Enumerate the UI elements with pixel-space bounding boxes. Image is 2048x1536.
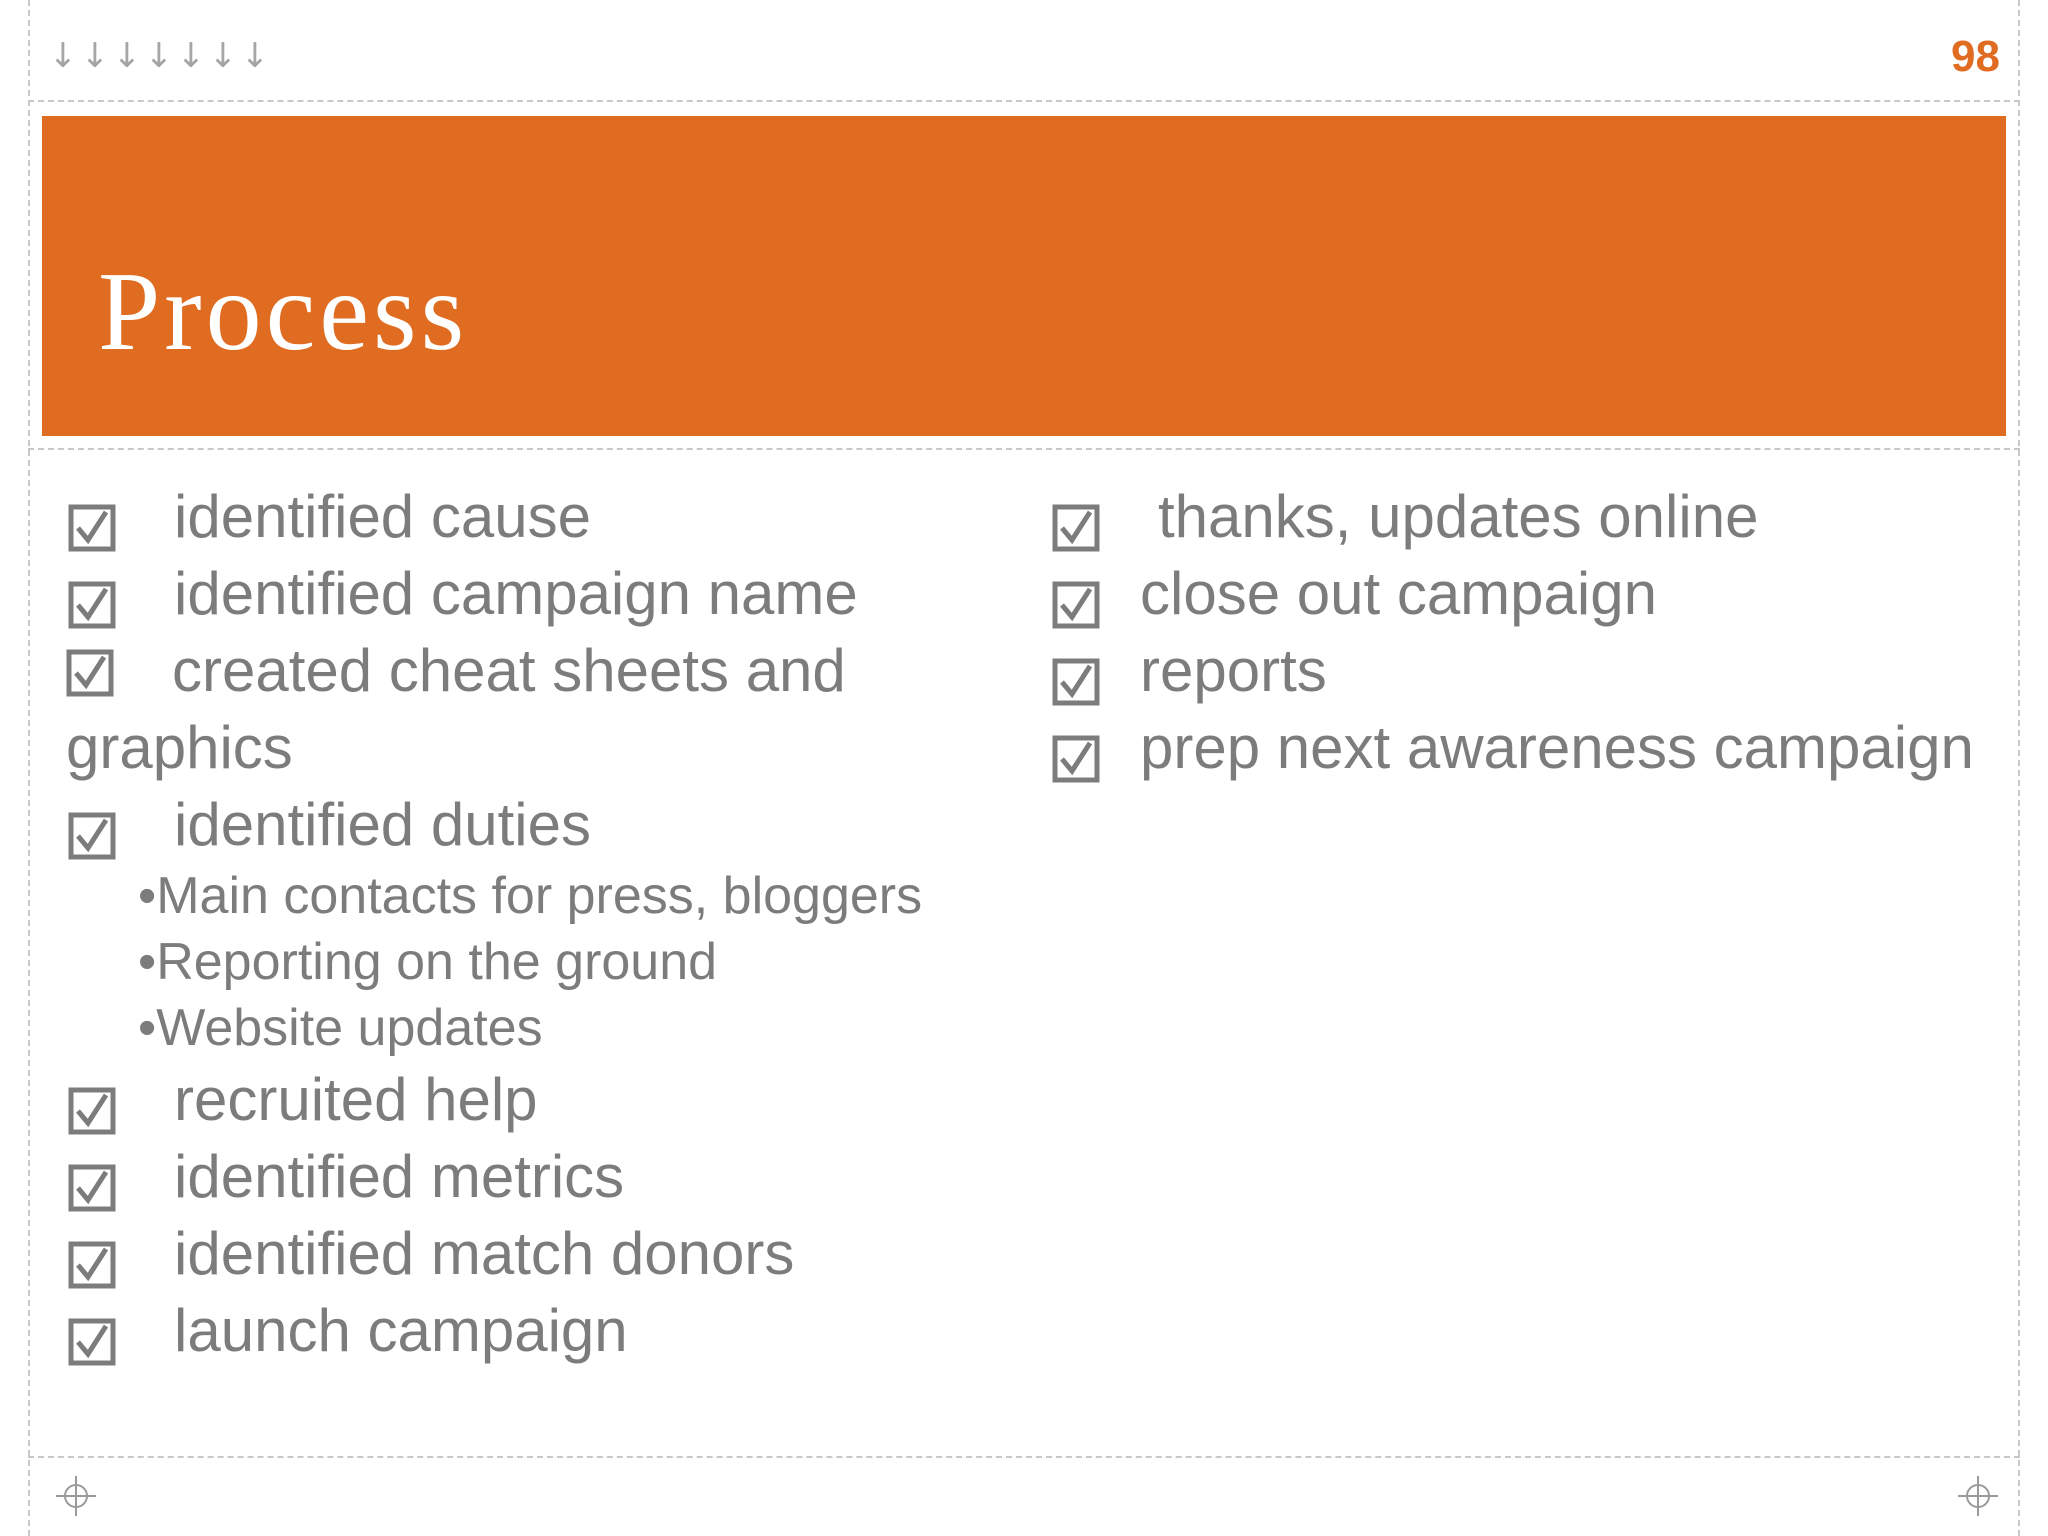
checklist-item-label: close out campaign: [1140, 560, 1657, 627]
slide-title: Process: [98, 250, 469, 374]
down-arrow-icon[interactable]: ↓: [80, 36, 110, 76]
checkbox-checked-icon[interactable]: [68, 1307, 116, 1355]
crosshair-icon: [1956, 1474, 2000, 1518]
checklist-item: [68, 786, 1008, 863]
checklist-item: [1052, 632, 2012, 709]
checklist-item: [68, 1061, 1008, 1138]
checklist-item-label: identified metrics: [174, 1143, 625, 1210]
left-checklist: [68, 478, 1008, 1369]
duty-subitem: •Reporting on the ground: [138, 933, 718, 991]
checklist-item-label: prep next awareness campaign: [1140, 714, 1974, 781]
crosshair-icon: [54, 1474, 98, 1518]
checklist-item-label: identified match donors: [174, 1220, 795, 1287]
checkbox-checked-icon[interactable]: [68, 1230, 116, 1278]
checklist-item: [68, 1215, 1008, 1292]
down-arrow-icon[interactable]: ↓: [112, 36, 142, 76]
checklist-item: [68, 1138, 1008, 1215]
checkbox-checked-icon[interactable]: [1052, 647, 1100, 695]
checklist-item: [1052, 555, 2012, 632]
checkbox-checked-icon[interactable]: [1052, 570, 1100, 618]
guide-line-right: [2018, 0, 2020, 1536]
guide-line-mid: [28, 448, 2020, 450]
down-arrow-icon[interactable]: ↓: [176, 36, 206, 76]
duty-subitem: •Main contacts for press, bloggers: [138, 867, 923, 925]
checklist-item-label: identified duties: [174, 791, 591, 858]
checkbox-checked-icon[interactable]: [1052, 724, 1100, 772]
checklist-item-label: launch campaign: [174, 1297, 628, 1364]
page-number: 98: [1951, 32, 2000, 81]
down-arrow-icon[interactable]: ↓: [208, 36, 238, 76]
checklist-item-label: identified campaign name: [174, 560, 858, 627]
guide-line-left: [28, 0, 30, 1536]
checklist-item-label: created cheat sheets and graphics: [66, 637, 846, 781]
down-arrow-icon[interactable]: ↓: [240, 36, 270, 76]
guide-line-top: [28, 100, 2020, 102]
checklist-item-label: identified cause: [174, 483, 591, 550]
right-checklist: [1052, 478, 2012, 786]
down-arrow-icon[interactable]: ↓: [144, 36, 174, 76]
checkbox-checked-icon[interactable]: [68, 801, 116, 849]
checklist-item: [1052, 478, 2012, 555]
down-arrow-icon[interactable]: ↓: [48, 36, 78, 76]
checklist-item: [66, 632, 1008, 786]
checklist-item-label: thanks, updates online: [1158, 483, 1759, 550]
title-banner: [42, 116, 2006, 436]
checklist-item: [68, 478, 1008, 555]
checkbox-checked-icon[interactable]: [68, 493, 116, 541]
checklist-item-label: reports: [1140, 637, 1327, 704]
checklist-item: [68, 1292, 1008, 1369]
checkbox-checked-icon[interactable]: [1052, 493, 1100, 541]
arrow-toolbar: [48, 36, 270, 76]
checkbox-checked-icon[interactable]: [66, 638, 114, 686]
checkbox-checked-icon[interactable]: [68, 1076, 116, 1124]
checkbox-checked-icon[interactable]: [68, 570, 116, 618]
checklist-item: [1052, 709, 2012, 786]
checkbox-checked-icon[interactable]: [68, 1153, 116, 1201]
checklist-item-label: recruited help: [174, 1066, 538, 1133]
guide-line-bottom: [28, 1456, 2020, 1458]
duty-subitem: •Website updates: [138, 999, 543, 1057]
checklist-item: [68, 555, 1008, 632]
